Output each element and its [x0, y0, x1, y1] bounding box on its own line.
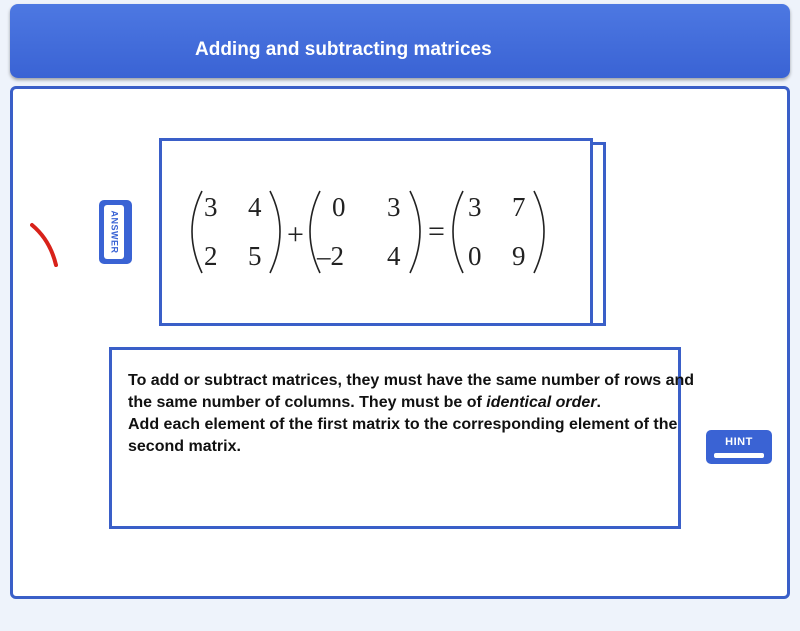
matrix-a-right-bracket: [270, 191, 280, 273]
page-title: Adding and subtracting matrices: [195, 39, 492, 60]
hint-button[interactable]: [706, 430, 772, 464]
matrix-c-cell: 3: [468, 192, 482, 222]
matrix-a-cell: 4: [248, 192, 262, 222]
matrix-equation-panel: [159, 138, 593, 326]
red-tick-mark-icon: [30, 222, 60, 268]
matrix-b-cell: 4: [387, 241, 401, 271]
equals-operator: =: [428, 215, 445, 248]
answer-button-face: [104, 205, 124, 259]
hint-line-1-end: .: [596, 394, 601, 411]
answer-button-label: ANSWER: [109, 210, 119, 254]
plus-operator: +: [287, 218, 304, 251]
matrix-a-cell: 2: [204, 241, 218, 271]
matrix-equation: [162, 141, 590, 323]
hint-line-1: To add or subtract matrices, they must have the same number of rows and the same number of columns. They must be of: [128, 372, 695, 411]
hint-button-label: HINT: [725, 436, 753, 448]
hint-paragraph-1: [128, 370, 698, 414]
matrix-a-cell: 5: [248, 241, 262, 271]
matrix-b-right-bracket: [410, 191, 420, 273]
matrix-b-cell: 3: [387, 192, 401, 222]
hint-text: [128, 370, 698, 458]
title-bar: [10, 4, 790, 78]
hint-button-underline: [714, 453, 764, 458]
matrix-a-cell: 3: [204, 192, 218, 222]
matrix-b-cell: 0: [332, 192, 346, 222]
matrix-c-cell: 7: [512, 192, 526, 222]
matrix-c-cell: 9: [512, 241, 526, 271]
matrix-c-right-bracket: [534, 191, 544, 273]
matrix-a-left-bracket: [192, 191, 202, 273]
answer-button[interactable]: [99, 200, 132, 264]
hint-paragraph-2: Add each element of the first matrix to the corresponding element of the second matrix.: [128, 416, 678, 455]
hint-text-panel: [109, 347, 695, 529]
matrix-c-left-bracket: [453, 191, 463, 273]
matrix-b-cell: –2: [317, 241, 344, 271]
hint-emphasis: identical order: [486, 394, 597, 411]
matrix-c-cell: 0: [468, 241, 482, 271]
